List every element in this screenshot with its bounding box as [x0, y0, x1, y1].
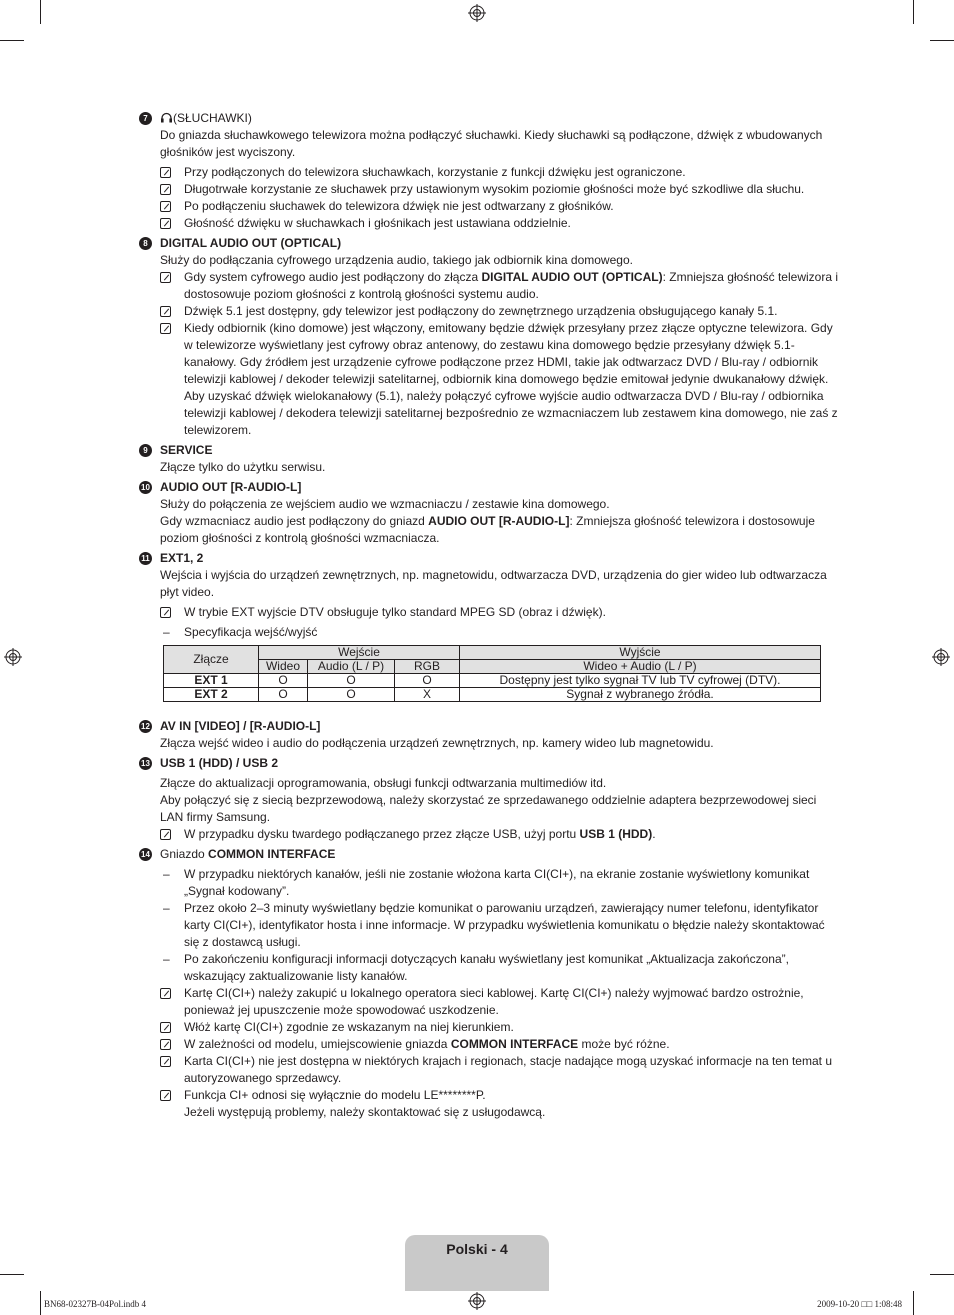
section-number: 11: [139, 552, 152, 565]
note-icon: [160, 272, 171, 283]
section-ext: [139, 550, 839, 702]
section-number: 8: [139, 237, 152, 250]
dash-item: – Specyfikacja wejść/wyjść: [163, 625, 318, 639]
note-icon: [160, 1090, 171, 1101]
note: W przypadku dysku twardego podłączanego przez złącze USB, użyj portu USB 1 (HDD).: [160, 826, 839, 843]
io-spec-table: [163, 645, 821, 702]
registration-mark-icon: [932, 648, 950, 666]
paragraph: Wejścia i wyjścia do urządzeń zewnętrznych, np. magnetowidu, odtwarzacza DVD, urządzenia do gier wideo lub odtwarzacza płyt video.: [160, 568, 827, 599]
headphones-icon: [160, 112, 173, 123]
crop-mark: [40, 0, 41, 24]
section-title: DIGITAL AUDIO OUT (OPTICAL): [160, 236, 342, 250]
table-header: Audio (L / P): [308, 660, 395, 674]
table-header: RGB: [395, 660, 460, 674]
paragraph: Złącza wejść wideo i audio do podłączenia urządzeń zewnętrznych, np. kamery wideo lub magnetowidu.: [160, 736, 714, 750]
note-icon: [160, 167, 171, 178]
section-headphones: [139, 110, 839, 232]
note-icon: [160, 184, 171, 195]
table-row: EXT 1 O O O Dostępny jest tylko sygnał TV lub TV cyfrowej (DTV).: [164, 674, 821, 688]
section-number: 14: [139, 848, 152, 861]
note: Gdy system cyfrowego audio jest podłączony do złącza DIGITAL AUDIO OUT (OPTICAL): Zmniejsza głośność telewizora i dostosowuje poziom głośności z kontrolą głośności systemu audio.: [160, 269, 839, 303]
note: Po podłączeniu słuchawek do telewizora dźwięk nie jest odtwarzany z głośników.: [160, 198, 839, 215]
page-number: Polski - 4: [446, 1241, 508, 1257]
table-header: Wejście: [259, 646, 460, 660]
table-row: EXT 2 O O X Sygnał z wybranego źródła.: [164, 688, 821, 702]
section-title: Gniazdo COMMON INTERFACE: [160, 847, 336, 861]
note-icon: [160, 1022, 171, 1033]
note-icon: [160, 1039, 171, 1050]
crop-mark: [930, 40, 954, 41]
crop-mark: [0, 40, 24, 41]
note: W trybie EXT wyjście DTV obsługuje tylko standard MPEG SD (obraz i dźwięk).: [160, 604, 839, 621]
section-number: 10: [139, 481, 152, 494]
note: Włóż kartę CI(CI+) zgodnie ze wskazanym na niej kierunkiem.: [160, 1019, 839, 1036]
section-title: AV IN [VIDEO] / [R-AUDIO-L]: [160, 719, 321, 733]
note-icon: [160, 323, 171, 334]
note: Przy podłączonych do telewizora słuchawkach, korzystanie z funkcji dźwięku jest ograniczone.: [160, 164, 839, 181]
dash-bullet: –: [163, 625, 170, 639]
note: W zależności od modelu, umiejscowienie gniazda COMMON INTERFACE może być różne.: [160, 1036, 839, 1053]
table-header: Wideo: [259, 660, 308, 674]
note: Funkcja CI+ odnosi się wyłącznie do modelu LE********P. Jeżeli występują problemy, należy skontaktować się z usługodawcą.: [160, 1087, 839, 1121]
section-usb: [139, 755, 839, 843]
note: Karta CI(CI+) nie jest dostępna w niektórych krajach i regionach, stacje nadające mogą uzyskać informacje na ten temat u autoryzowanego sprzedawcy.: [160, 1053, 839, 1087]
timestamp-slug: 2009-10-20 □□ 1:08:48: [817, 1299, 902, 1309]
note-icon: [160, 306, 171, 317]
table-header: Złącze: [164, 646, 259, 674]
crop-mark: [913, 1291, 914, 1315]
dash-item: – W przypadku niektórych kanałów, jeśli nie zostanie włożona karta CI(CI+), na ekranie zostanie wyświetlony komunikat „Sygnał kodowany”.: [163, 867, 810, 898]
section-audio-out: [139, 479, 839, 547]
crop-mark: [913, 0, 914, 24]
section-title: EXT1, 2: [160, 551, 204, 565]
note-icon: [160, 218, 171, 229]
section-common-interface: [139, 846, 839, 1121]
registration-mark-icon: [468, 4, 486, 22]
note: Długotrwałe korzystanie ze słuchawek przy ustawionym wysokim poziomie głośności może być szkodliwe dla słuchu.: [160, 181, 839, 198]
section-number: 7: [139, 112, 152, 125]
note: Głośność dźwięku w słuchawkach i głośnikach jest ustawiana oddzielnie.: [160, 215, 839, 232]
dash-bullet: –: [163, 952, 170, 966]
table-header: Wideo + Audio (L / P): [460, 660, 821, 674]
dash-bullet: –: [163, 867, 170, 881]
crop-mark: [40, 1291, 41, 1315]
section-number: 13: [139, 757, 152, 770]
paragraph: Złącze tylko do użytku serwisu.: [160, 460, 326, 474]
section-title: USB 1 (HDD) / USB 2: [160, 756, 279, 770]
note-icon: [160, 201, 171, 212]
paragraph: Aby połączyć się z siecią bezprzewodową, należy skorzystać ze sprzedawanego oddzielnie adaptera bezprzewodowej sieci LAN firmy Samsung.: [160, 793, 817, 824]
page-content: [139, 110, 839, 1121]
paragraph: Złącze do aktualizacji oprogramowania, obsługi funkcji odtwarzania multimediów itd.: [160, 776, 607, 790]
crop-mark: [930, 1274, 954, 1275]
note-icon: [160, 829, 171, 840]
note-icon: [160, 988, 171, 999]
crop-mark: [0, 1274, 24, 1275]
section-title: AUDIO OUT [R-AUDIO-L]: [160, 480, 302, 494]
dash-bullet: –: [163, 901, 170, 915]
section-service: [139, 442, 839, 476]
file-slug: BN68-02327B-04Pol.indb 4: [44, 1299, 147, 1309]
paragraph: Do gniazda słuchawkowego telewizora można podłączyć słuchawki. Kiedy słuchawki są podłączone, dźwięk z wbudowanych głośników jest wyciszony.: [160, 128, 823, 159]
registration-mark-icon: [468, 1292, 486, 1310]
dash-item: – Po zakończeniu konfiguracji informacji dotyczących kanału wyświetlany jest komunikat „Aktualizacja zakończona”, wskazujący zaktualizowanie listy kanałów.: [163, 952, 789, 983]
dash-item: – Przez około 2–3 minuty wyświetlany będzie komunikat o parowaniu urządzeń, zawierający numer telefonu, identyfikator karty CI(CI+), identyfikator hosta i inne informacje. W przypadku wyświetlenia komunikatu o błędzie należy skontaktować się z dostawcą usługi.: [163, 901, 825, 949]
section-title: (SŁUCHAWKI): [173, 111, 252, 125]
note: Kartę CI(CI+) należy zakupić u lokalnego operatora sieci kablowej. Kartę CI(CI+) należy wyjmować bardzo ostrożnie, ponieważ jej upuszczenie może spowodować uszkodzenie.: [160, 985, 839, 1019]
note-icon: [160, 607, 171, 618]
table-header: Wyjście: [460, 646, 821, 660]
section-av-in: [139, 718, 839, 752]
paragraph: Gdy wzmacniacz audio jest podłączony do gniazd AUDIO OUT [R-AUDIO-L]: Zmniejsza głośność telewizora i dostosowuje poziom głośności z kontrolą głośności wzmacniacza.: [160, 514, 815, 545]
note: Dźwięk 5.1 jest dostępny, gdy telewizor jest podłączony do zewnętrznego urządzenia obsługującego kanały 5.1.: [160, 303, 839, 320]
registration-mark-icon: [4, 648, 22, 666]
note: Kiedy odbiornik (kino domowe) jest włączony, emitowany będzie dźwięk przesyłany przez złącze optyczne telewizora. Gdy w telewizorze wyświetlany jest cyfrowy obraz antenowy, do zestawu kina domowego będzie przesyłany dźwięk 5.1-kanałowy. Gdy źródłem jest urządzenie cyfrowe podłączone przez HDMI, takie jak odtwarzacz DVD / Blu-ray / odbiornik telewizji kablowej / dekoder telewizji satelitarnej, odbiornik kina domowego będzie emitował jedynie dwukanałowy dźwięk. Aby uzyskać dźwięk wielokanałowy (5.1), należy połączyć cyfrowe wyjście audio odtwarzacza DVD / Blu-ray / odbiornika telewizji kablowej / dekodera telewizji satelitarnej bezpośrednio ze wzmacniaczem lub zestawem kina domowego, nie zaś z telewizorem.: [160, 320, 839, 439]
paragraph: Służy do podłączania cyfrowego urządzenia audio, takiego jak odbiornik kina domowego.: [160, 253, 633, 267]
section-number: 12: [139, 720, 152, 733]
paragraph: Służy do połączenia ze wejściem audio we wzmacniaczu / zestawie kina domowego.: [160, 497, 610, 511]
note-icon: [160, 1056, 171, 1067]
section-title: SERVICE: [160, 443, 213, 457]
section-digital-audio-out: [139, 235, 839, 439]
section-number: 9: [139, 444, 152, 457]
